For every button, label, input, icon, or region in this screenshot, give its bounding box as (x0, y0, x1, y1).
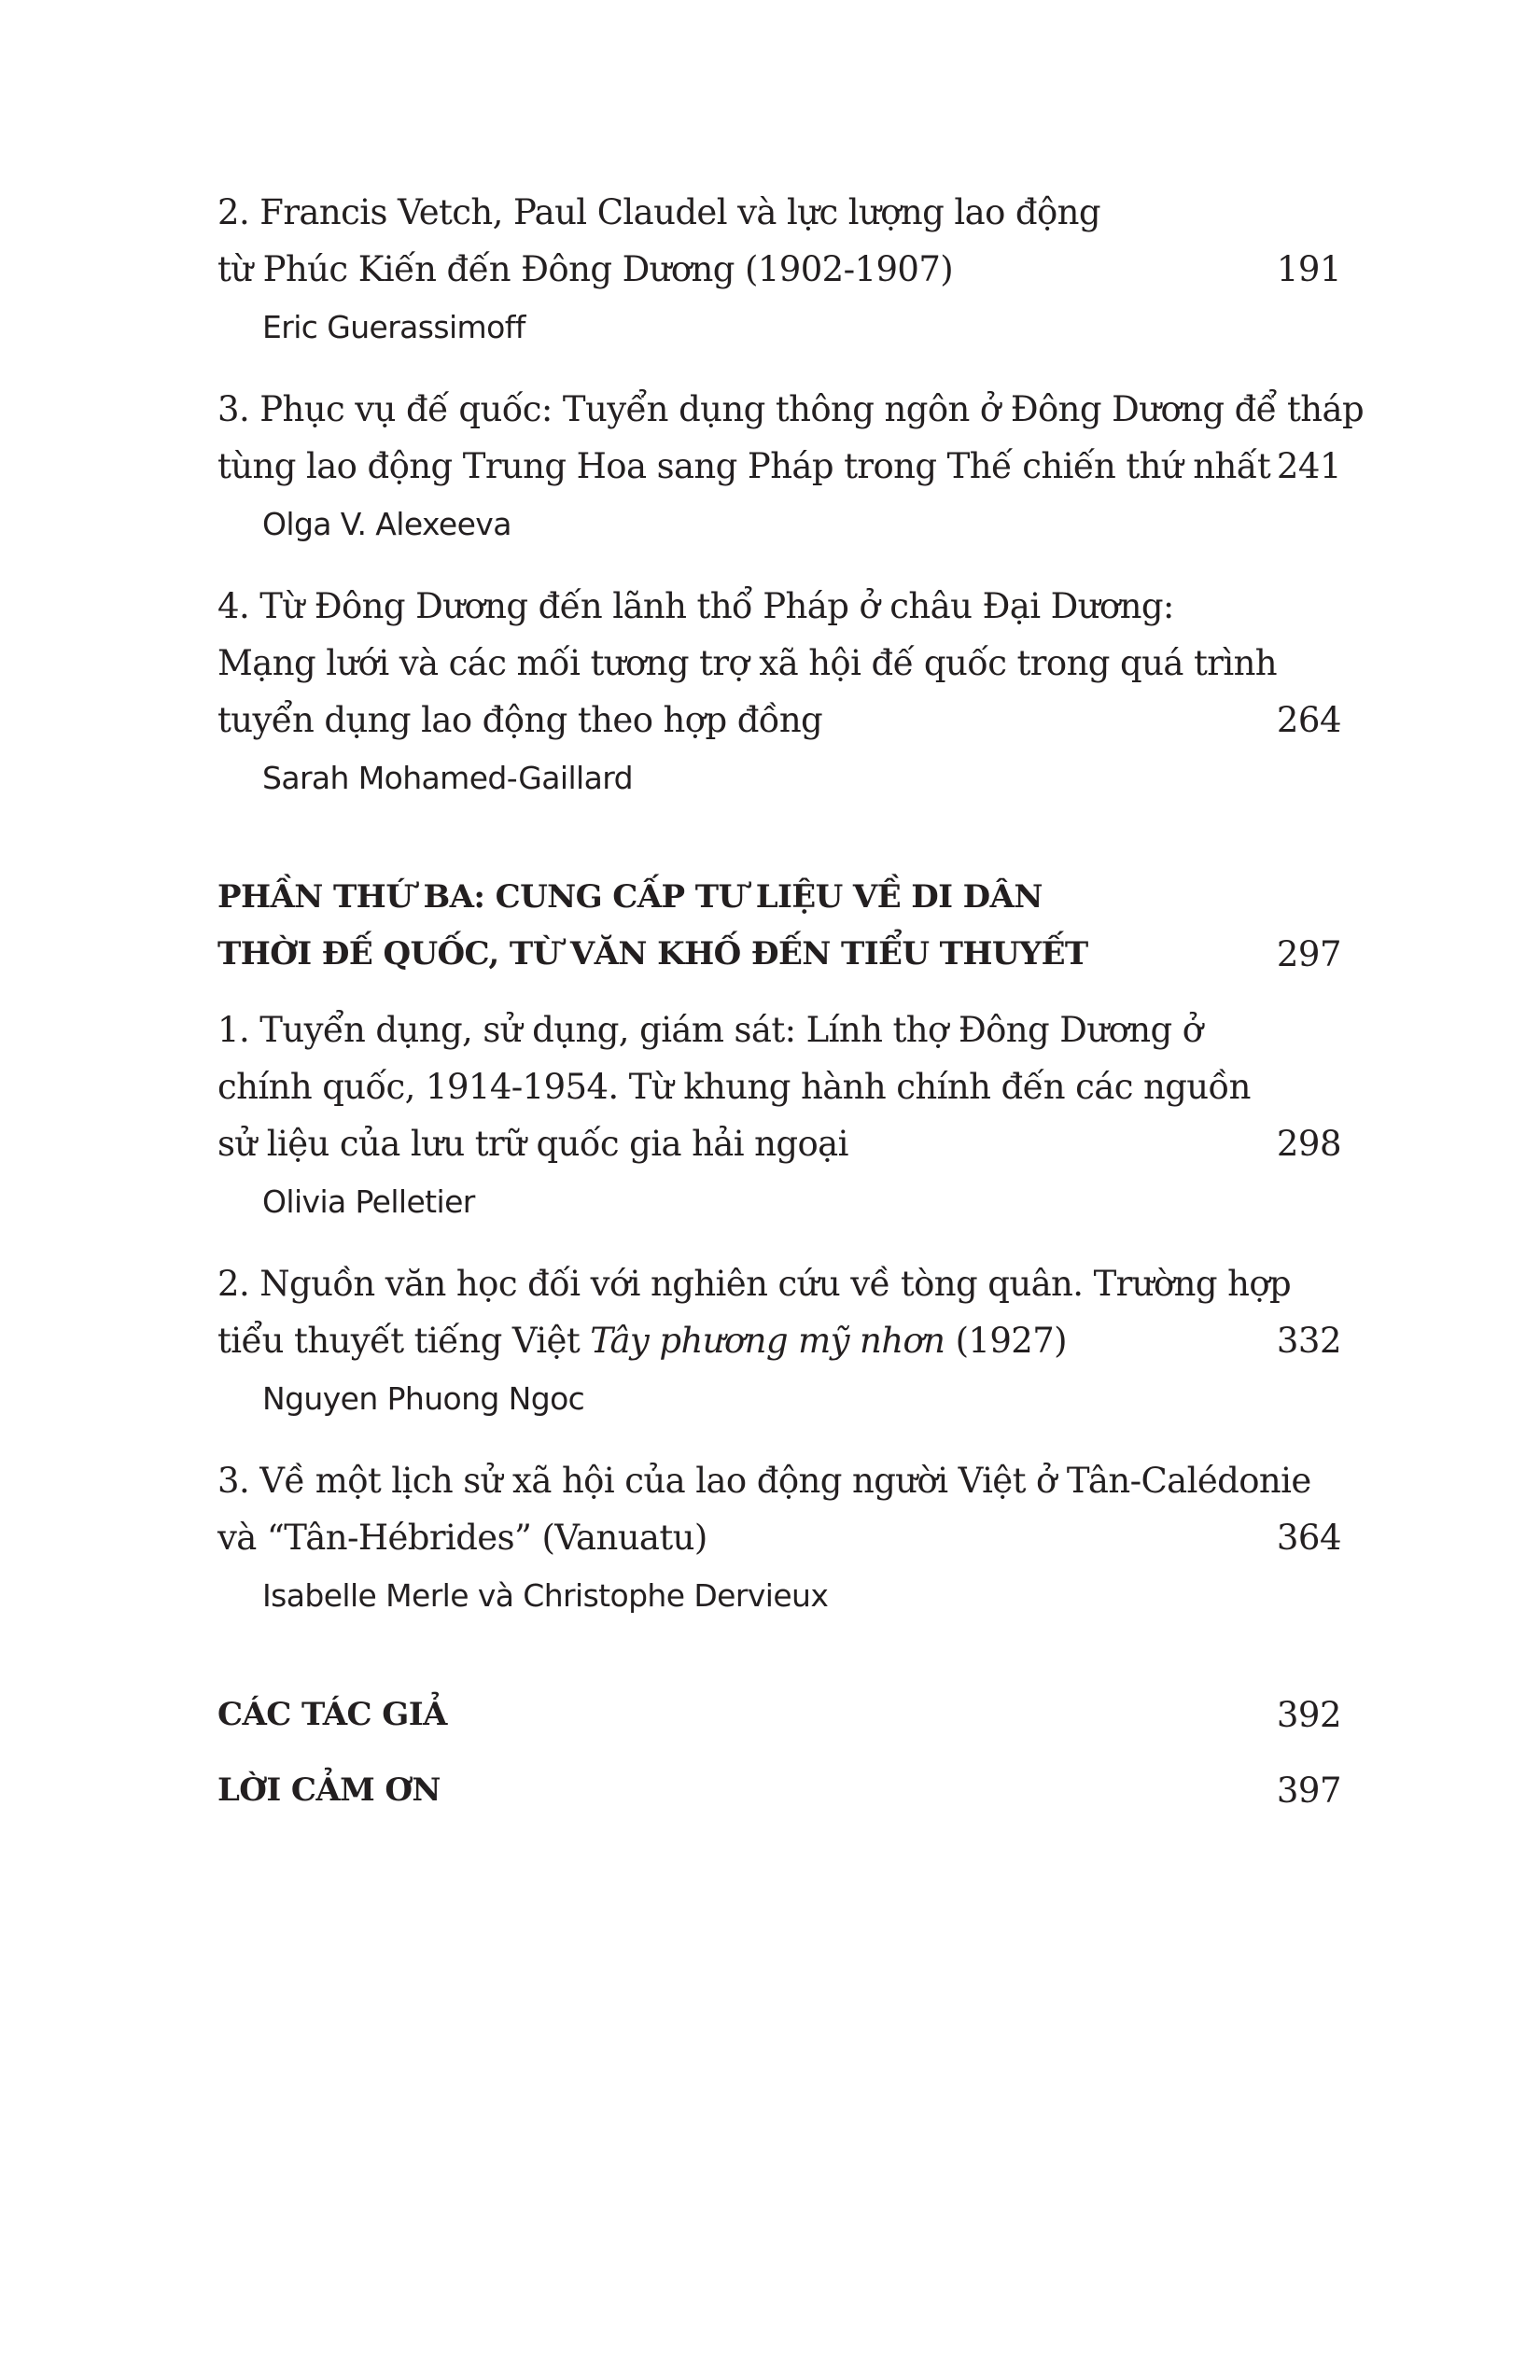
page-number: 397 (1276, 1771, 1341, 1811)
section-row (217, 1762, 1341, 1819)
thanks-section (217, 1762, 1341, 1819)
entry-author: Olga V. Alexeeva (262, 506, 511, 542)
entry-last-row (217, 692, 1341, 749)
page-number: 392 (1276, 1695, 1341, 1735)
entry-author: Eric Guerassimoff (262, 309, 525, 345)
entry-title-line: sử liệu của lưu trữ quốc gia hải ngoại (217, 1124, 848, 1164)
entry-title-line (217, 1312, 1341, 1369)
toc-entry (217, 184, 1341, 351)
page-number: 297 (1276, 934, 1341, 974)
entry-author: Isabelle Merle và Christophe Dervieux (262, 1577, 829, 1614)
entry-author: Olivia Pelletier (262, 1183, 475, 1220)
page-number: 298 (1276, 1124, 1341, 1164)
section-label: LỜI CẢM ƠN (217, 1771, 441, 1809)
entry-title-line: 3. Về một lịch sử xã hội của lao động người Việt ở Tân-Calédonie (217, 1461, 1311, 1501)
title-text: tiểu thuyết tiếng Việt (217, 1321, 591, 1361)
page-number: 241 (1276, 446, 1341, 486)
entry-title-line: tuyển dụng lao động theo hợp đồng (217, 700, 823, 740)
title-text: (1927) (945, 1321, 1067, 1361)
toc-entry (217, 1001, 1341, 1225)
entry-author: Nguyen Phuong Ngoc (262, 1380, 585, 1417)
entry-title-line: 2. Francis Vetch, Paul Claudel và lực lượng lao động (217, 192, 1100, 232)
novel-title: Tây phương mỹ nhơn (590, 1321, 945, 1361)
entry-title-line: chính quốc, 1914-1954. Từ khung hành chính đến các nguồn (217, 1067, 1251, 1107)
toc-entry (217, 578, 1341, 802)
toc-entry (217, 1255, 1341, 1422)
entry-title-line: và “Tân-Hébrides” (Vanuatu) (217, 1518, 707, 1558)
page-number: 264 (1276, 700, 1341, 740)
entry-author: Sarah Mohamed-Gaillard (262, 760, 633, 796)
page-number: 191 (1276, 249, 1341, 289)
entry-last-row (217, 1312, 1341, 1369)
toc-entry (217, 381, 1365, 548)
part-heading-line: THỜI ĐẾ QUỐC, TỪ VĂN KHỐ ĐẾN TIỂU THUYẾT (217, 935, 1088, 973)
part-heading-line: PHẦN THỨ BA: CUNG CẤP TƯ LIỆU VỀ DI DÂN (217, 878, 1043, 916)
entry-last-row (217, 241, 1341, 298)
entry-title-line: Mạng lưới và các mối tương trợ xã hội đế quốc trong quá trình (217, 643, 1278, 683)
part-heading-last-row (217, 926, 1341, 983)
entry-last-row (217, 1115, 1341, 1172)
table-of-contents (217, 0, 1365, 2380)
entry-title-line: 3. Phục vụ đế quốc: Tuyển dụng thông ngôn ở Đông Dương để tháp (217, 389, 1365, 429)
part-heading (217, 869, 1341, 983)
entry-title-line: tùng lao động Trung Hoa sang Pháp trong Thế chiến thứ nhất (217, 446, 1271, 486)
page-number: 332 (1276, 1321, 1341, 1361)
section-label: CÁC TÁC GIẢ (217, 1696, 447, 1733)
entry-title-line: 4. Từ Đông Dương đến lãnh thổ Pháp ở châu Đại Dương: (217, 586, 1174, 626)
toc-entry (217, 1452, 1341, 1619)
page-number: 364 (1276, 1518, 1341, 1558)
entry-last-row (217, 1509, 1341, 1566)
authors-section (217, 1687, 1341, 1743)
entry-title-line: 1. Tuyển dụng, sử dụng, giám sát: Lính thợ Đông Dương ở (217, 1010, 1203, 1050)
entry-title-line: từ Phúc Kiến đến Đông Dương (1902-1907) (217, 249, 954, 289)
section-row (217, 1687, 1341, 1743)
entry-last-row (217, 438, 1341, 495)
entry-title-line: 2. Nguồn văn học đối với nghiên cứu về tòng quân. Trường hợp (217, 1264, 1292, 1304)
